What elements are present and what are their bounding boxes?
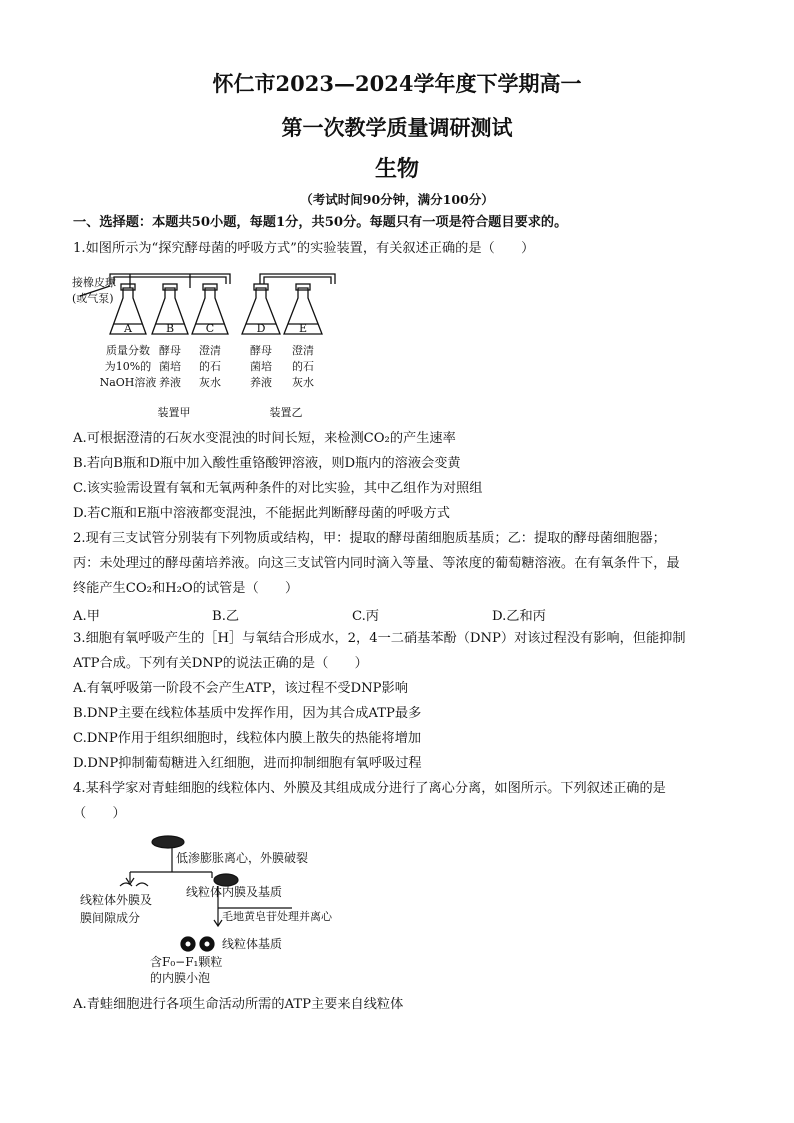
q3-option-c: C.DNP作用于组织细胞时，线粒体内膜上散失的热能将增加 xyxy=(73,731,422,746)
q4-option-a: A.青蛙细胞进行各项生命活动所需的ATP主要来自线粒体 xyxy=(73,997,404,1012)
q1-option-a: A.可根据澄清的石灰水变混浊的时间长短，来检测CO₂的产生速率 xyxy=(73,431,456,446)
section-heading: 一、选择题：本题共50小题，每题1分，共50分。每题只有一项是符合题目要求的。 xyxy=(73,215,568,230)
q3-stem-line2: ATP合成。下列有关DNP的说法正确的是（ ） xyxy=(73,656,368,671)
flask-b-label: B xyxy=(165,322,175,335)
a-desc-1: 质量分数 xyxy=(106,344,150,357)
q4-stem-line2: （ ） xyxy=(73,806,126,821)
q4-stem-line1: 4.某科学家对青蛙细胞的线粒体内、外膜及其组成成分进行了离心分离，如图所示。下列叙述正确的是 xyxy=(73,781,666,796)
flask-c-label: C xyxy=(205,322,215,335)
flask-d-label: D xyxy=(256,322,266,335)
q2-option-a: A.甲 xyxy=(73,609,100,624)
flask-e-label: E xyxy=(298,322,308,335)
q1-stem: 1.如图所示为“探究酵母菌的呼吸方式”的实验装置，有关叙述正确的是（ ） xyxy=(73,241,535,256)
q2-option-b: B.乙 xyxy=(212,609,240,624)
q4-centrifuge-figure xyxy=(76,830,366,985)
e-desc-1: 澄清 xyxy=(292,344,314,357)
flask-a-label: A xyxy=(124,322,132,335)
exam-subject: 生物 xyxy=(374,156,419,182)
c-desc-1: 澄清 xyxy=(199,344,221,357)
d-desc-2: 菌培 xyxy=(250,360,272,373)
b-desc-3: 养液 xyxy=(159,376,181,389)
pump-label-1: 接橡皮球 xyxy=(72,276,116,289)
exam-title-line2: 第一次教学质量调研测试 xyxy=(281,115,513,140)
q4-inner-label: 线粒体内膜及基质 xyxy=(186,885,283,899)
b-desc-1: 酵母 xyxy=(159,344,181,357)
q2-option-d: D.乙和丙 xyxy=(492,609,546,624)
b-desc-2: 菌培 xyxy=(159,360,181,373)
device-1-label: 装置甲 xyxy=(157,406,191,419)
q3-option-b: B.DNP主要在线粒体基质中发挥作用，因为其合成ATP最多 xyxy=(73,706,422,721)
q2-stem-line2: 丙：未处理过的酵母菌培养液。向这三支试管内同时滴入等量、等浓度的葡萄糖溶液。在有氧条件下，最 xyxy=(73,556,680,571)
exam-title-line1: 怀仁市2023—2024学年度下学期高一 xyxy=(212,71,582,96)
d-desc-3: 养液 xyxy=(250,376,272,389)
q1-option-d: D.若C瓶和E瓶中溶液都变混浊，不能据此判断酵母菌的呼吸方式 xyxy=(73,506,450,521)
q1-option-b: B.若向B瓶和D瓶中加入酸性重铬酸钾溶液，则D瓶内的溶液会变黄 xyxy=(73,456,461,471)
q1-option-c: C.该实验需设置有氧和无氧两种条件的对比实验，其中乙组作为对照组 xyxy=(73,481,483,496)
q4-vesicle-label-1: 含F₀−F₁颗粒 xyxy=(150,955,223,969)
q4-step1-label: 低渗膨胀离心，外膜破裂 xyxy=(176,851,309,865)
q2-stem-line3: 终能产生CO₂和H₂O的试管是（ ） xyxy=(73,581,299,596)
q4-vesicle-label-2: 的内膜小泡 xyxy=(150,971,211,985)
q4-step2-label: 毛地黄皂苷处理并离心 xyxy=(222,910,332,923)
q2-stem-line1: 2.现有三支试管分别装有下列物质或结构，甲：提取的酵母菌细胞质基质；乙：提取的酵母菌细胞器； xyxy=(73,531,666,546)
c-desc-3: 灰水 xyxy=(199,376,221,389)
q4-outer-label-1: 线粒体外膜及 xyxy=(80,893,153,907)
q2-option-c: C.丙 xyxy=(352,609,379,624)
e-desc-3: 灰水 xyxy=(292,376,314,389)
device-2-label: 装置乙 xyxy=(269,406,303,419)
q4-outer-label-2: 膜间隙成分 xyxy=(80,911,141,925)
e-desc-2: 的石 xyxy=(292,360,314,373)
q4-matrix-label: 线粒体基质 xyxy=(222,937,283,951)
a-desc-2: 为10%的 xyxy=(104,360,152,373)
exam-info: （考试时间90分钟，满分100分） xyxy=(300,192,494,207)
q3-stem-line1: 3.细胞有氧呼吸产生的［H］与氧结合形成水，2，4一二硝基苯酚（DNP）对该过程没有影响，但能抑制 xyxy=(73,631,686,646)
a-desc-3: NaOH溶液 xyxy=(99,376,157,389)
d-desc-1: 酵母 xyxy=(250,344,272,357)
c-desc-2: 的石 xyxy=(199,360,221,373)
q3-option-d: D.DNP抑制葡萄糖进入红细胞，进而抑制细胞有氧呼吸过程 xyxy=(73,756,422,771)
q3-option-a: A.有氧呼吸第一阶段不会产生ATP，该过程不受DNP影响 xyxy=(73,681,408,696)
pump-label-2: (或气泵) xyxy=(72,292,114,305)
q1-apparatus-figure xyxy=(70,266,350,422)
